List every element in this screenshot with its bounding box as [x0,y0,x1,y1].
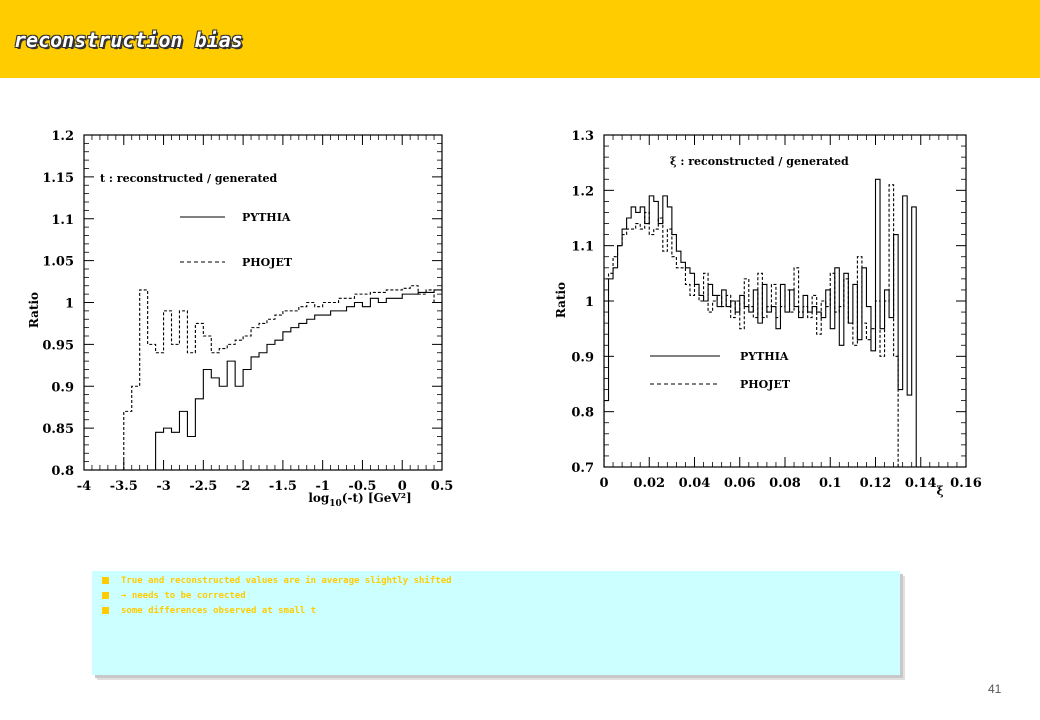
y-axis-label: Ratio [554,281,568,319]
y-tick-label: 0.95 [42,338,74,354]
page-number: 41 [988,682,1002,696]
x-tick-label: 0.06 [723,476,756,491]
y-tick-label: 0.8 [51,464,74,479]
bullet-item [102,591,246,601]
legend-label-phojet: PHOJET [740,378,791,391]
x-axis-label: $\log_{10}(-t)$ [GeV²] [308,491,412,509]
y-axis-label: Ratio [27,291,41,329]
y-tick-label: 1.15 [42,170,74,186]
x-tick-label: -1.5 [268,479,297,494]
y-tick-label: 0.8 [571,405,594,421]
x-tick-label: -0.5 [348,479,377,494]
bullet-text: → needs to be corrected [121,591,246,601]
x-tick-label: -3.5 [109,479,138,494]
y-tick-label: 0.9 [51,380,74,396]
x-tick-label: 0 [397,479,407,494]
x-tick-label: -4 [76,479,92,494]
legend-label-phojet: PHOJET [242,256,293,269]
x-tick-label: -2.5 [189,479,218,494]
bullet-text: some differences observed at small t [121,606,317,616]
x-tick-label: 0.1 [818,476,842,491]
series-line-phojet [604,185,898,467]
y-tick-label: 1.3 [571,129,594,144]
bullet-marker [102,607,109,614]
y-tick-label: 1.2 [51,129,74,144]
notes-box [92,571,900,675]
bullet-text: True and reconstructed values are in average slightly shifted [121,576,452,586]
x-tick-label: -3 [156,479,171,494]
t-ratio-chart [20,120,480,520]
y-tick-label: 1 [64,296,74,312]
y-tick-label: 1.1 [51,212,74,228]
series-line-pythia [604,179,916,467]
xi-ratio-chart [540,120,1000,520]
bullet-marker [102,577,109,584]
bullet-marker [102,592,109,599]
y-tick-label: 1.2 [571,184,594,200]
chart-annotation: ξ : reconstructed / generated [670,155,849,168]
x-tick-label: 0.12 [859,476,892,491]
bullet-item [102,606,316,616]
plot-frame [84,135,442,470]
chart-annotation: t : reconstructed / generated [100,172,278,185]
x-tick-label: -2 [235,479,251,494]
legend-label-pythia: PYTHIA [740,350,789,363]
bullet-item [102,576,452,586]
slide-title: reconstruction bias [14,28,243,52]
x-tick-label: 0.14 [904,476,937,491]
title-bar [0,0,1040,78]
y-tick-label: 0.9 [571,350,594,366]
legend-label-pythia: PYTHIA [242,211,291,224]
x-tick-label: 0.08 [769,476,801,491]
y-tick-label: 1.1 [571,239,594,255]
x-tick-label: 0.04 [678,476,711,491]
y-tick-label: 0.85 [42,422,74,438]
y-tick-label: 1.05 [42,254,74,270]
y-tick-label: 0.7 [571,461,594,476]
x-tick-label: 0.5 [430,479,454,494]
x-tick-label: 0 [599,476,609,491]
x-tick-label: -1 [315,479,330,494]
y-tick-label: 1 [584,295,594,310]
x-tick-label: 0.02 [633,476,666,491]
series-line-phojet [124,210,538,470]
x-tick-label: 0.16 [950,476,982,491]
x-axis-label: ξ [936,484,944,498]
